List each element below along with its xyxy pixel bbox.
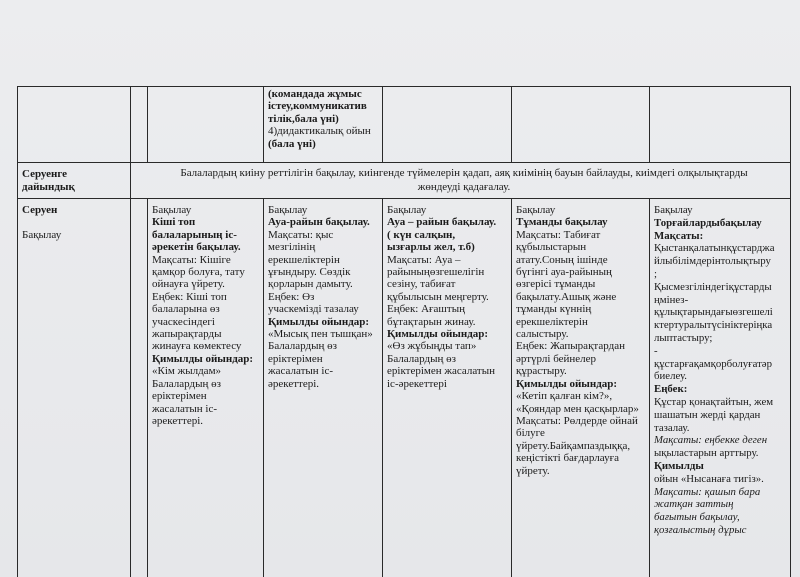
text-line: Мақсаты: Табиғат: [516, 228, 601, 241]
text-line: учаскемізді тазалау: [268, 303, 359, 316]
label-line: Серуен: [22, 204, 58, 216]
text-line: (командада жұмыс: [268, 88, 362, 100]
label-line: дайындық: [22, 181, 75, 193]
text-line: 4)дидактикалық ойын: [268, 125, 371, 138]
row-divider-1: [17, 162, 791, 163]
col-line-1c: [147, 198, 148, 577]
text-line: балаларының іс-: [152, 228, 237, 241]
walk-label: [22, 204, 127, 242]
text-line: «Қояндар мен қасқырлар»: [516, 402, 639, 415]
text-line: «Мысық пен тышқан»: [268, 328, 373, 341]
text-line: Еңбек:: [654, 383, 688, 396]
text-line: Мақсаты:: [654, 229, 704, 242]
text-line: қорларын дамыту.: [268, 278, 353, 291]
text-line: Еңбек: Өз: [268, 290, 315, 303]
text-line: йлыбілімдерінтолықтыру: [654, 255, 771, 268]
col-line-6: [790, 86, 791, 577]
text-line: райыныңөзгешелігін: [387, 266, 485, 279]
text-line: Ауа – райын бақылау.: [387, 216, 497, 229]
col-line-0: [17, 86, 18, 577]
text-line: Қимылды: [654, 459, 704, 472]
walk-prep-text: [140, 166, 788, 194]
text-line: бақылату.Ашық және: [516, 290, 617, 303]
text-line: Балалардың өз: [387, 352, 456, 365]
row-divider-2: [17, 198, 791, 199]
text-line: шашатын жерді қардан: [654, 408, 761, 421]
text-line: өзгерісі тұманды: [516, 278, 596, 291]
text-line: қамқор болуға, тату: [152, 266, 245, 279]
text-line: Тұманды бақылау: [516, 216, 608, 229]
text-line: ерекшеліктерін: [268, 253, 340, 266]
top-row-cell: [268, 88, 380, 150]
text-line: атату.Соның ішінде: [516, 253, 608, 266]
text-line: «Кім жылдам»: [152, 365, 222, 378]
text-line: жасалатын іс-: [152, 402, 218, 415]
walk-col-1: [152, 204, 262, 427]
text-line: Мақсаты: Рөлдерде ойнай: [516, 414, 638, 427]
col-line-4b: [511, 198, 512, 577]
text-line: ықыластарын арттыру.: [654, 447, 759, 460]
text-line: ңмінез-: [654, 293, 689, 306]
text-line: ұғындыру. Сөздік: [268, 266, 351, 279]
text-line: ерекшеліктерін: [516, 315, 588, 328]
table-border-top: [17, 86, 791, 87]
text-line: ;: [654, 267, 657, 280]
text-line: жинауға көмектесу: [152, 340, 242, 353]
text-line: Балалардың өз: [268, 340, 337, 353]
text-line: «Кетіп қалған кім?»,: [516, 390, 613, 403]
col-line-1b: [147, 86, 148, 163]
text-line: тазалау.: [654, 421, 690, 434]
text-line: Бақылау: [654, 204, 693, 216]
text-line: Кіші топ: [152, 216, 196, 229]
text-line: қозғалыстың дұрыс: [654, 523, 747, 536]
col-line-4: [511, 86, 512, 163]
text-line: Қимылды ойындар:: [516, 377, 618, 390]
text-line: іс-әрекеттері: [387, 377, 447, 390]
walk-col-5: [654, 204, 789, 537]
text-line: Қимылды ойындар:: [387, 328, 489, 341]
text-line: еріктерімен жасалатын: [387, 365, 496, 378]
text-line: жасалатын іс-: [268, 365, 334, 378]
label-line: Серуенге: [22, 168, 68, 180]
col-line-1: [130, 86, 131, 577]
text-line: Ауа-райын бақылау.: [268, 216, 370, 229]
text-line: ктертуралытүсініктеріңка: [654, 319, 773, 332]
text-line: бүгінгі ауа-райының: [516, 266, 612, 279]
text-line: Мақсаты: еңбекке деген: [654, 434, 768, 447]
text-line: лыптастыру;: [654, 331, 713, 344]
text-line: ойын «Нысанаға тигіз».: [654, 472, 764, 485]
text-line: Бақылау: [152, 204, 192, 216]
text-line: Мақсаты: Кішіге: [152, 253, 231, 266]
walk-col-3: [387, 204, 510, 390]
walk-prep-label: [22, 168, 127, 194]
text-line: -: [654, 344, 658, 357]
text-line: Құстар қонақтайтын, жем: [654, 395, 774, 408]
text-line: үйрету.: [516, 464, 550, 477]
text-line: бағытын бақылау,: [654, 511, 740, 524]
col-line-3b: [382, 198, 383, 577]
text-line: құлықтарындағыөзгешелі: [654, 306, 773, 319]
text-line: Бақылау: [387, 204, 427, 216]
text-line: әрекеттері.: [152, 414, 204, 427]
text-line: учаскесіндегі: [152, 315, 215, 328]
text-line: еріктерімен: [268, 352, 323, 365]
text-line: Мақсаты: қыс: [268, 228, 334, 241]
text-line: (бала үні): [268, 137, 316, 150]
text-line: ( күн салқын,: [387, 228, 456, 241]
text-line: құстарғақамқорболуғатәр: [654, 357, 772, 370]
text-line: еріктерімен: [152, 390, 207, 403]
text-line: балаларына өз: [152, 303, 220, 316]
text-line: істеу,коммуникатив: [268, 100, 367, 113]
text-line: сезіну, табиғат: [387, 278, 456, 291]
text-line: әртүрлі бейнелер: [516, 352, 597, 365]
text-line: Қимылды ойындар:: [268, 315, 370, 328]
text-line: кеңістікті бағдарлауға: [516, 452, 619, 465]
text-line: жатқан заттың: [654, 498, 734, 511]
text-line: салыстыру.: [516, 328, 569, 341]
walk-col-2: [268, 204, 381, 390]
text-line: үйрету.Байқампаздыққа,: [516, 439, 631, 452]
col-line-2: [263, 86, 264, 163]
text-line: Бақылау: [516, 204, 556, 216]
text-line: биелеу.: [654, 370, 687, 383]
text-line: бұтақтарын жинау.: [387, 315, 476, 328]
text-line: Қысмезгіліндегіқұстарды: [654, 280, 772, 293]
text-line: Еңбек: Жапырақтардан: [516, 340, 625, 353]
text-line: құбылыстарын: [516, 241, 587, 254]
text-line: Еңбек: Кіші топ: [152, 290, 227, 303]
col-line-5b: [649, 198, 650, 577]
text-line: Бақылау: [268, 204, 308, 216]
text-line: әрекетін бақылау.: [152, 241, 241, 254]
text-line: білуге: [516, 427, 545, 440]
text-line: Қыстанқалатынқұстарджа: [654, 242, 775, 255]
label-line: Бақылау: [22, 229, 62, 241]
text-line: «Өз жұбыңды тап»: [387, 340, 477, 353]
text-line: жөндеуді қадағалау.: [417, 181, 511, 193]
text-line: тұманды күннің: [516, 303, 592, 316]
text-line: Қимылды ойындар:: [152, 352, 254, 365]
walk-col-4: [516, 204, 648, 477]
text-line: Еңбек: Ағаштың: [387, 303, 465, 316]
text-line: Балалардың киіну реттілігін бақылау, киінгенде түймелерін қадап, аяқ киімінің бауын байлауды, киімдегі олқылықтарды: [180, 167, 748, 179]
text-line: құбылысын меңгерту.: [387, 290, 489, 303]
col-line-5: [649, 86, 650, 163]
col-line-2b: [263, 198, 264, 577]
text-line: тілік,бала үні): [268, 112, 339, 125]
text-line: мезгілінің: [268, 241, 316, 254]
text-line: Балалардың өз: [152, 377, 221, 390]
text-line: құрастыру.: [516, 365, 567, 378]
text-line: Мақсаты: Ауа –: [387, 253, 461, 266]
text-line: жапырақтарды: [152, 328, 222, 341]
text-line: Торғайлардыбақылау: [654, 216, 762, 229]
text-line: әрекеттері.: [268, 377, 320, 390]
text-line: ойнауға үйрету.: [152, 278, 225, 291]
text-line: ызғарлы жел, т.б): [387, 241, 475, 254]
col-line-3: [382, 86, 383, 163]
text-line: Мақсаты: қашып бара: [654, 485, 761, 498]
